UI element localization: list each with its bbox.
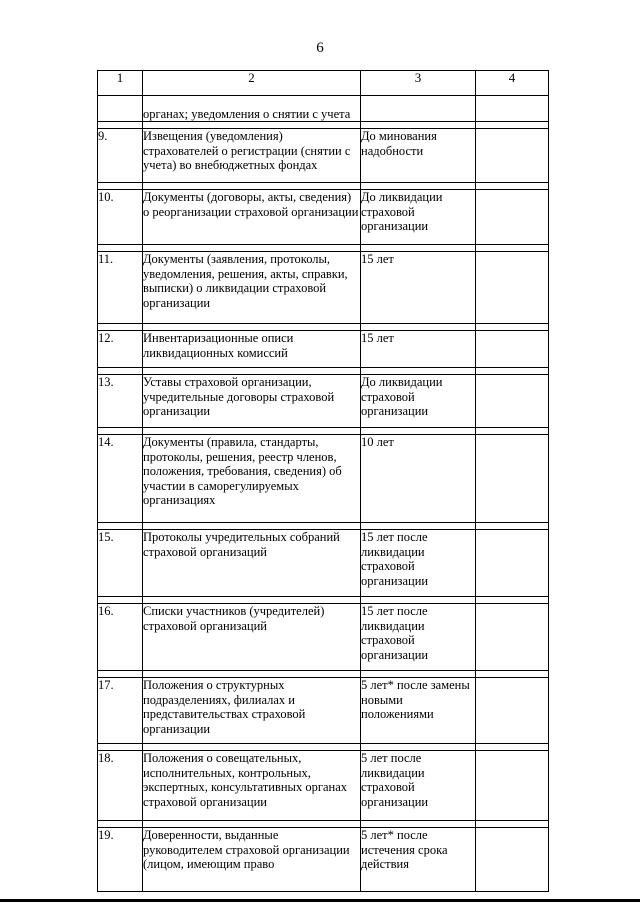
row-gap: [98, 183, 549, 190]
row-gap-cell: [143, 821, 361, 828]
row-note: [476, 331, 549, 368]
row-gap-cell: [476, 428, 549, 435]
row-gap-cell: [361, 368, 476, 375]
row-retention-term: 15 лет: [361, 331, 476, 368]
row-document-type: Списки участников (учредителей) страховой организаций: [143, 604, 361, 671]
row-retention-term: 5 лет после ликвидации страховой организации: [361, 751, 476, 821]
table-row: [98, 435, 549, 523]
row-retention-term: 5 лет* после замены новыми положениями: [361, 678, 476, 744]
row-gap-cell: [361, 245, 476, 252]
table-row: [98, 751, 549, 821]
row-number: 12.: [98, 331, 143, 368]
row-gap-cell: [476, 671, 549, 678]
row-note: [476, 530, 549, 597]
row-gap-cell: [98, 671, 143, 678]
row-gap-cell: [476, 245, 549, 252]
row-note: [476, 604, 549, 671]
header-cell-4: 4: [476, 71, 549, 96]
row-gap-cell: [361, 324, 476, 331]
row-retention-term: [361, 96, 476, 122]
row-gap-cell: [476, 368, 549, 375]
row-gap: [98, 597, 549, 604]
row-gap-cell: [143, 671, 361, 678]
row-gap-cell: [98, 368, 143, 375]
row-document-type: Документы (договоры, акты, сведения) о реорганизации страховой организации: [143, 190, 361, 245]
continuation-row: [98, 96, 549, 122]
row-gap: [98, 523, 549, 530]
row-gap-cell: [476, 122, 549, 129]
row-gap: [98, 821, 549, 828]
row-gap-cell: [476, 821, 549, 828]
row-retention-term: До ликвидации страховой организации: [361, 190, 476, 245]
header-cell-2: 2: [143, 71, 361, 96]
row-document-type: Положения о структурных подразделениях, филиалах и представительствах страховой организации: [143, 678, 361, 744]
scan-bottom-edge: [0, 899, 640, 902]
row-gap: [98, 245, 549, 252]
row-gap-cell: [476, 183, 549, 190]
row-gap-cell: [361, 183, 476, 190]
header-cell-3: 3: [361, 71, 476, 96]
row-gap-cell: [98, 245, 143, 252]
row-retention-term: 5 лет* после истечения срока действия: [361, 828, 476, 892]
row-note: [476, 435, 549, 523]
row-gap-cell: [98, 523, 143, 530]
row-gap-cell: [143, 245, 361, 252]
row-number: 18.: [98, 751, 143, 821]
row-number: 15.: [98, 530, 143, 597]
row-number: 16.: [98, 604, 143, 671]
row-document-type: Доверенности, выданные руководителем страховой организации (лицом, имеющим право: [143, 828, 361, 892]
row-gap-cell: [143, 368, 361, 375]
row-number: [98, 96, 143, 122]
row-retention-term: 10 лет: [361, 435, 476, 523]
row-note: [476, 678, 549, 744]
row-gap-cell: [143, 183, 361, 190]
row-gap-cell: [143, 324, 361, 331]
row-number: 19.: [98, 828, 143, 892]
row-note: [476, 751, 549, 821]
row-retention-term: До ликвидации страховой организации: [361, 375, 476, 428]
row-gap-cell: [98, 597, 143, 604]
row-retention-term: 15 лет: [361, 252, 476, 324]
row-gap-cell: [361, 523, 476, 530]
row-note: [476, 252, 549, 324]
row-note: [476, 129, 549, 183]
row-gap-cell: [361, 821, 476, 828]
row-gap: [98, 428, 549, 435]
row-gap-cell: [143, 597, 361, 604]
row-gap-cell: [476, 324, 549, 331]
row-number: 9.: [98, 129, 143, 183]
table-row: [98, 678, 549, 744]
row-gap-cell: [361, 597, 476, 604]
row-gap-cell: [98, 324, 143, 331]
row-gap-cell: [476, 597, 549, 604]
row-gap: [98, 671, 549, 678]
row-gap-cell: [361, 428, 476, 435]
row-gap: [98, 744, 549, 751]
row-gap-cell: [143, 428, 361, 435]
row-number: 14.: [98, 435, 143, 523]
row-document-type: Инвентаризационные описи ликвидационных комиссий: [143, 331, 361, 368]
row-note: [476, 828, 549, 892]
row-gap-cell: [143, 523, 361, 530]
row-number: 13.: [98, 375, 143, 428]
row-number: 11.: [98, 252, 143, 324]
row-document-type: Уставы страховой организации, учредительные договоры страховой организации: [143, 375, 361, 428]
table-row: [98, 190, 549, 245]
table-row: [98, 375, 549, 428]
row-gap-cell: [361, 122, 476, 129]
row-gap-cell: [143, 122, 361, 129]
row-document-type: Протоколы учредительных собраний страховой организаций: [143, 530, 361, 597]
row-document-type: Документы (заявления, протоколы, уведомления, решения, акты, справки, выписки) о ликвидации страховой организации: [143, 252, 361, 324]
row-gap: [98, 122, 549, 129]
row-gap-cell: [98, 744, 143, 751]
page-number: 6: [316, 40, 324, 56]
row-gap-cell: [361, 671, 476, 678]
row-gap-cell: [476, 744, 549, 751]
row-document-type: Документы (правила, стандарты, протоколы, решения, реестр членов, положения, требования, сведения) об участии в саморегулируемых организациях: [143, 435, 361, 523]
row-document-type: органах; уведомления о снятии с учета: [143, 96, 361, 122]
row-gap-cell: [98, 428, 143, 435]
row-gap-cell: [98, 821, 143, 828]
header-cell-1: 1: [98, 71, 143, 96]
row-document-type: Извещения (уведомления) страхователей о регистрации (снятии с учета) во внебюджетных фондах: [143, 129, 361, 183]
row-gap: [98, 324, 549, 331]
row-note: [476, 96, 549, 122]
table-row: [98, 530, 549, 597]
row-gap-cell: [98, 122, 143, 129]
row-gap-cell: [98, 183, 143, 190]
table-row: [98, 331, 549, 368]
table-row: [98, 129, 549, 183]
row-gap-cell: [476, 523, 549, 530]
row-document-type: Положения о совещательных, исполнительных, контрольных, экспертных, консультативных органах страховой организации: [143, 751, 361, 821]
row-retention-term: 15 лет после ликвидации страховой организации: [361, 604, 476, 671]
row-gap-cell: [361, 744, 476, 751]
table-row: [98, 252, 549, 324]
row-number: 17.: [98, 678, 143, 744]
row-note: [476, 375, 549, 428]
records-table: [97, 70, 549, 892]
row-retention-term: До минования надобности: [361, 129, 476, 183]
table-row: [98, 604, 549, 671]
row-note: [476, 190, 549, 245]
row-gap: [98, 368, 549, 375]
table-row: [98, 828, 549, 892]
table-header-row: [98, 71, 549, 96]
row-number: 10.: [98, 190, 143, 245]
row-gap-cell: [143, 744, 361, 751]
row-retention-term: 15 лет после ликвидации страховой организации: [361, 530, 476, 597]
